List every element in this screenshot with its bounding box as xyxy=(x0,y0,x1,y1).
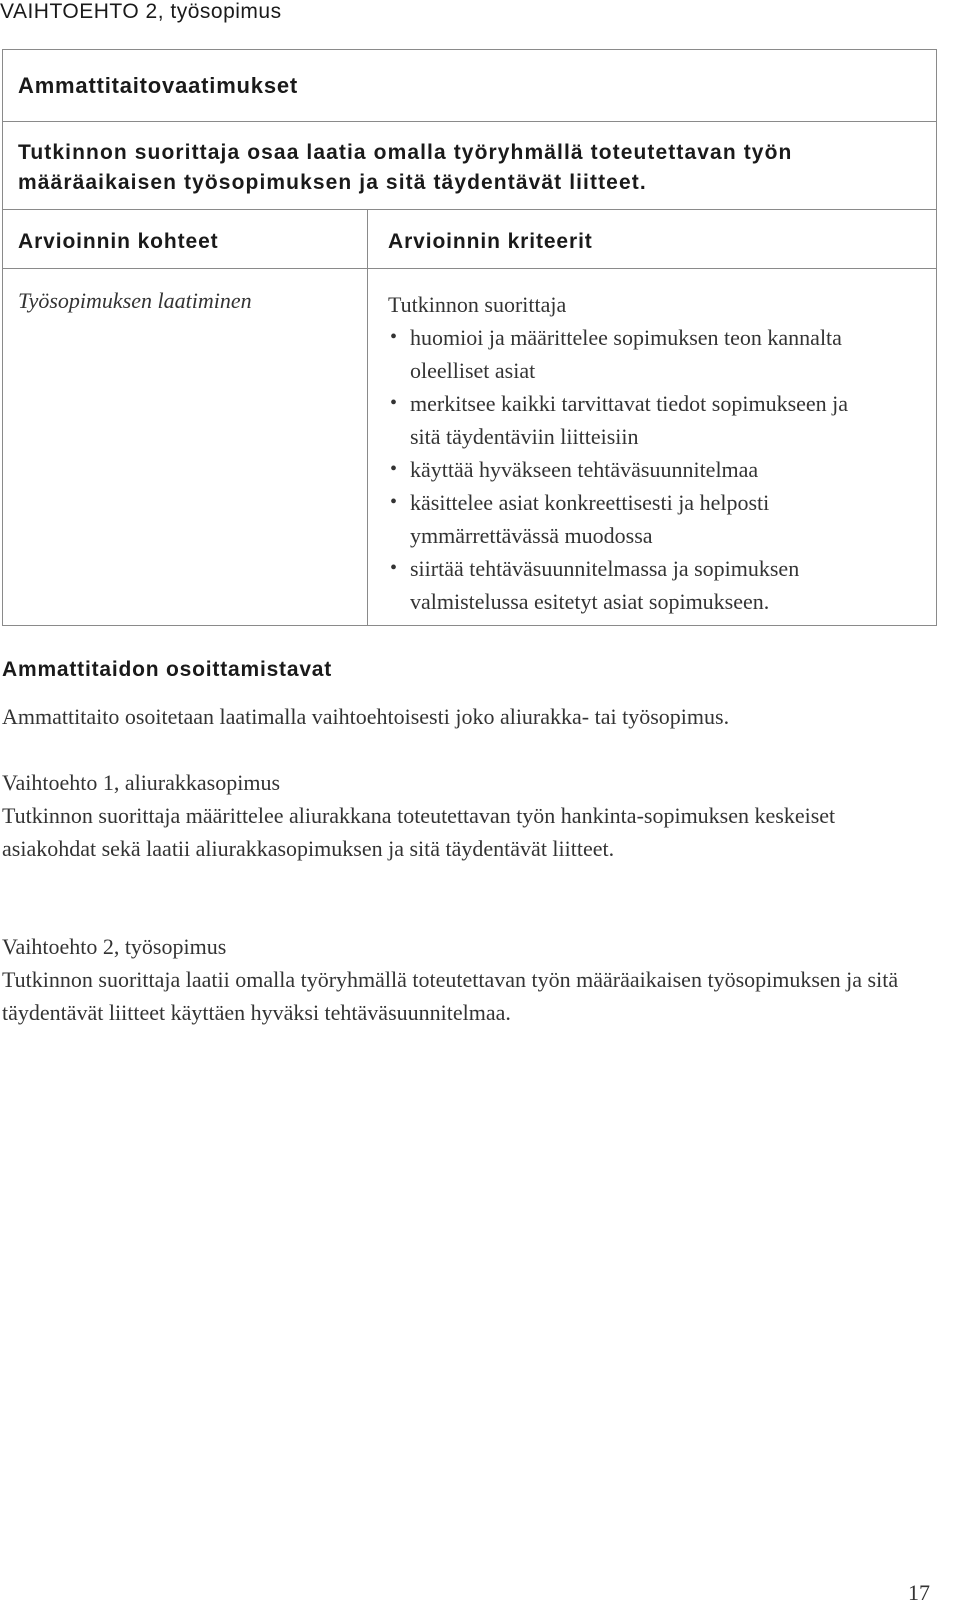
target-cell xyxy=(3,269,368,625)
page-heading: VAIHTOEHTO 2, työsopimus xyxy=(0,0,282,23)
criteria-item xyxy=(388,387,880,453)
bullet-icon: • xyxy=(390,326,398,348)
bullet-icon: • xyxy=(390,392,398,414)
content-row xyxy=(3,269,936,625)
requirement-text: Tutkinnon suorittaja osaa laatia omalla työryhmällä toteutettavan työn määräaikaisen työsopimuksen ja sitä täydentävät liitteet. xyxy=(18,141,793,194)
methods-heading: Ammattitaidon osoittamistavat xyxy=(2,658,333,681)
column-header-left-cell xyxy=(3,210,368,268)
assessment-target: Työsopimuksen laatiminen xyxy=(18,288,252,313)
methods-text: Ammattitaito osoitetaan laatimalla vaihtoehtoisesti joko aliurakka- tai työsopimus. xyxy=(2,704,730,729)
column-header-right-cell xyxy=(368,210,936,268)
option1-text: Tutkinnon suorittaja määrittelee aliurakkana toteutettavan työn hankinta-sopimuksen keskeiset asiakohdat sekä laatii aliurakkasopimuksen ja sitä täydentävät liitteet. xyxy=(2,803,836,861)
criteria-cell xyxy=(368,269,936,625)
table-title: Ammattitaitovaatimukset xyxy=(18,73,299,98)
table-title-row xyxy=(3,50,936,122)
criteria-list xyxy=(388,321,936,618)
column-header-row xyxy=(3,210,936,269)
option2-text: Tutkinnon suorittaja laatii omalla työryhmällä toteutettavan työn määräaikaisen työsopimuksen ja sitä täydentävät liitteet käyttäen hyväksi tehtäväsuunnitelmaa. xyxy=(2,967,899,1025)
criteria-item-text: siirtää tehtäväsuunnitelmassa ja sopimuksen valmistelussa esitetyt asiat sopimukseen. xyxy=(410,556,800,614)
criteria-table xyxy=(2,49,937,626)
bullet-icon: • xyxy=(390,491,398,513)
criteria-item-text: käyttää hyväkseen tehtäväsuunnitelmaa xyxy=(410,457,759,482)
criteria-item xyxy=(388,453,880,486)
criteria-item-text: merkitsee kaikki tarvittavat tiedot sopimukseen ja sitä täydentäviin liitteisiin xyxy=(410,391,849,449)
column-header-criteria: Arvioinnin kriteerit xyxy=(388,230,593,253)
bullet-icon: • xyxy=(390,458,398,480)
page-number: 17 xyxy=(908,1580,930,1605)
criteria-item-text: käsittelee asiat konkreettisesti ja helposti ymmärrettävässä muodossa xyxy=(410,490,770,548)
option1-title: Vaihtoehto 1, aliurakkasopimus xyxy=(2,770,281,795)
criteria-item-text: huomioi ja määrittelee sopimuksen teon kannalta oleelliset asiat xyxy=(410,325,842,383)
requirement-row xyxy=(3,122,936,210)
criteria-item xyxy=(388,321,880,387)
option2-title: Vaihtoehto 2, työsopimus xyxy=(2,934,227,959)
criteria-item xyxy=(388,486,880,552)
criteria-item xyxy=(388,552,880,618)
column-header-targets: Arvioinnin kohteet xyxy=(18,230,219,253)
criteria-intro: Tutkinnon suorittaja xyxy=(388,292,567,317)
bullet-icon: • xyxy=(390,557,398,579)
